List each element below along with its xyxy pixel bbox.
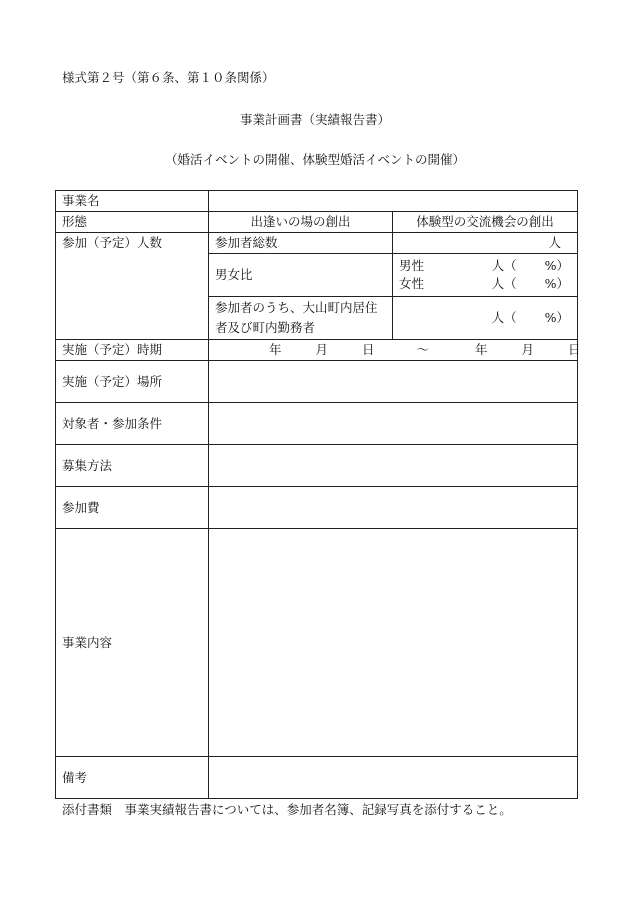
fee-label: 参加費	[56, 487, 209, 529]
row-content	[56, 529, 578, 757]
local-person-unit: 人（	[491, 310, 517, 325]
gender-ratio-field[interactable]	[393, 254, 578, 297]
male-label: 男性	[399, 258, 425, 273]
female-label: 女性	[399, 276, 425, 291]
male-line	[399, 257, 569, 275]
local-percent-unit: %）	[544, 310, 569, 325]
row-participants-total	[56, 233, 578, 254]
content-field[interactable]	[209, 529, 578, 757]
format-label: 形態	[56, 212, 209, 233]
female-percent-unit: %）	[544, 276, 569, 291]
female-line	[399, 275, 569, 293]
remarks-field[interactable]	[209, 757, 578, 799]
form-number: 様式第２号（第６条、第１０条関係）	[62, 70, 275, 85]
period-start-day: 日	[362, 342, 375, 357]
row-project-name	[56, 191, 578, 212]
format-option-encounter[interactable]: 出逢いの場の創出	[209, 212, 393, 233]
document-title: 事業計画書（実績報告書）	[239, 112, 390, 127]
row-target	[56, 403, 578, 445]
application-form-table	[55, 190, 581, 799]
place-field[interactable]	[209, 361, 578, 403]
local-participants-field[interactable]	[393, 297, 578, 340]
period-label: 実施（予定）時期	[56, 340, 209, 361]
remarks-label: 備考	[56, 757, 209, 799]
total-participants-label: 参加者総数	[209, 233, 393, 254]
project-name-field[interactable]	[209, 191, 578, 212]
recruit-label: 募集方法	[56, 445, 209, 487]
project-name-label: 事業名	[56, 191, 209, 212]
local-participants-label: 参加者のうち、大山町内居住者及び町内勤務者	[209, 297, 393, 340]
male-percent-unit: %）	[544, 258, 569, 273]
period-end-day: 日	[568, 342, 581, 357]
place-label: 実施（予定）場所	[56, 361, 209, 403]
period-end-year: 年	[475, 342, 488, 357]
male-person-unit: 人（	[491, 258, 517, 273]
format-option-experience[interactable]: 体験型の交流機会の創出	[393, 212, 578, 233]
row-remarks	[56, 757, 578, 799]
target-label: 対象者・参加条件	[56, 403, 209, 445]
target-field[interactable]	[209, 403, 578, 445]
female-person-unit: 人（	[491, 276, 517, 291]
period-start-month: 月	[315, 342, 329, 357]
row-place	[56, 361, 578, 403]
attachments-note: 添付書類 事業実績報告書については、参加者名簿、記録写真を添付すること。	[62, 802, 512, 817]
recruit-field[interactable]	[209, 445, 578, 487]
local-line	[399, 309, 569, 327]
period-tilde: ～	[416, 342, 430, 357]
total-participants-field[interactable]	[393, 233, 578, 254]
row-format	[56, 212, 578, 233]
row-recruit	[56, 445, 578, 487]
document-subtitle: （婚活イベントの開催、体験型婚活イベントの開催）	[164, 152, 465, 167]
period-field[interactable]	[209, 340, 581, 361]
content-label: 事業内容	[56, 529, 209, 757]
gender-ratio-label: 男女比	[209, 254, 393, 297]
fee-field[interactable]	[209, 487, 578, 529]
row-period	[56, 340, 578, 361]
total-unit: 人	[548, 235, 561, 250]
period-start-year: 年	[269, 342, 282, 357]
row-fee	[56, 487, 578, 529]
period-end-month: 月	[521, 342, 535, 357]
participants-label: 参加（予定）人数	[56, 233, 209, 340]
